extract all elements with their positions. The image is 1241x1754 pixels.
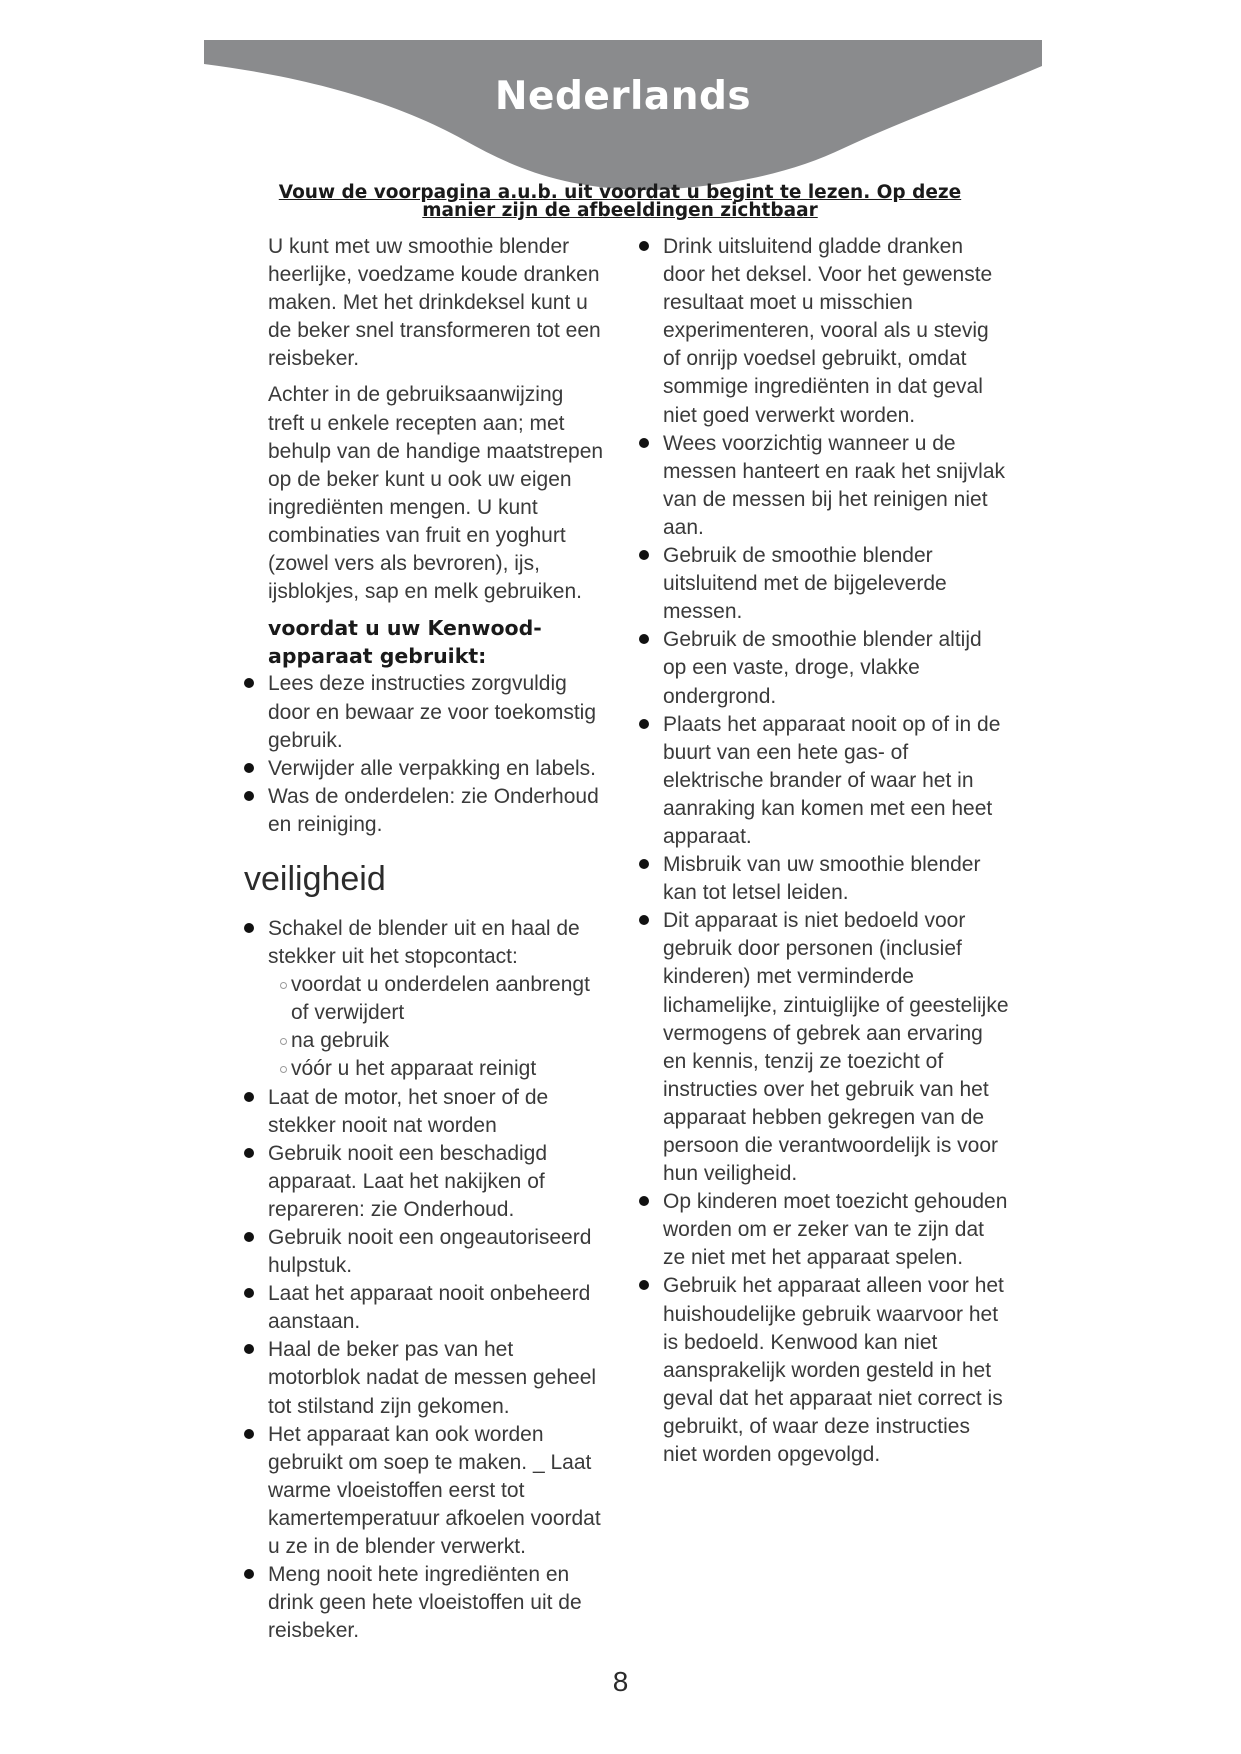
list-item: Op kinderen moet toezicht gehouden worden om er zeker van te zijn dat ze niet met het apparaat spelen. — [639, 1188, 1009, 1272]
safety-section-title: veiligheid — [244, 859, 386, 898]
unplug-instruction: Schakel de blender uit en haal de stekker uit het stopcontact: — [268, 916, 580, 969]
list-item: Gebruik de smoothie blender altijd op een vaste, droge, vlakke ondergrond. — [639, 626, 1009, 710]
list-item: Verwijder alle verpakking en labels. — [244, 755, 604, 783]
list-item: Misbruik van uw smoothie blender kan tot letsel leiden. — [639, 851, 1009, 907]
page-number: 8 — [612, 1666, 629, 1697]
list-item: Gebruik de smoothie blender uitsluitend met de bijgeleverde messen. — [639, 542, 1009, 626]
list-item: Gebruik het apparaat alleen voor het huishoudelijke gebruik waarvoor het is bedoeld. Kenwood kan niet aansprakelijk worden gesteld in het geval dat het apparaat niet correct is gebruikt, of waar deze instructies niet worden opgevolgd. — [639, 1272, 1009, 1469]
list-item: Was de onderdelen: zie Onderhoud en reiniging. — [244, 783, 604, 839]
sub-list-item: na gebruik — [268, 1027, 604, 1055]
fold-out-notice: Vouw de voorpagina a.u.b. uit voordat u begint te lezen. Op deze manier zijn de afbeeldingen zichtbaar — [278, 182, 962, 221]
right-column — [639, 233, 1009, 1469]
list-item: Haal de beker pas van het motorblok nadat de messen geheel tot stilstand zijn gekomen. — [244, 1336, 604, 1420]
list-item: Laat het apparaat nooit onbeheerd aanstaan. — [244, 1280, 604, 1336]
list-item: Het apparaat kan ook worden gebruikt om soep te maken. _ Laat warme vloeistoffen eerst tot kamertemperatuur afkoelen voordat u ze in de blender verwerkt. — [244, 1421, 604, 1561]
list-item: Meng nooit hete ingrediënten en drink geen hete vloeistoffen uit de reisbeker. — [244, 1561, 604, 1645]
list-item: Plaats het apparaat nooit op of in de buurt van een hete gas- of elektrische brander of waar het in aanraking kan komen met een heet apparaat. — [639, 711, 1009, 851]
list-item: Dit apparaat is niet bedoeld voor gebruik door personen (inclusief kinderen) met verminderde lichamelijke, zintuiglijke of geestelijke vermogens of gebrek aan ervaring en kennis, tenzij ze toezicht of instructies over het gebruik van het apparaat hebben gekregen van de persoon die verantwoordelijk is voor hun veiligheid. — [639, 907, 1009, 1188]
list-item — [244, 915, 604, 1084]
before-use-list — [244, 670, 604, 839]
list-item: Lees deze instructies zorgvuldig door en bewaar ze voor toekomstig gebruik. — [244, 670, 604, 754]
safety-list-right — [639, 233, 1009, 1469]
list-item: Drink uitsluitend gladde dranken door het deksel. Voor het gewenste resultaat moet u misschien experimenteren, vooral als u stevig of onrijp voedsel gebruikt, omdat sommige ingrediënten in dat geval niet goed verwerkt worden. — [639, 233, 1009, 430]
sub-list-item: vóór u het apparaat reinigt — [268, 1055, 604, 1083]
intro-text — [244, 233, 604, 606]
sub-list-item: voordat u onderdelen aanbrengt of verwijdert — [268, 971, 604, 1027]
list-item: Wees voorzichtig wanneer u de messen hanteert en raak het snijvlak van de messen bij het reinigen niet aan. — [639, 430, 1009, 542]
list-item: Gebruik nooit een beschadigd apparaat. Laat het nakijken of repareren: zie Onderhoud. — [244, 1140, 604, 1224]
unplug-sublist — [268, 971, 604, 1083]
intro-paragraph: Achter in de gebruiksaanwijzing treft u enkele recepten aan; met behulp van de handige maatstrepen op de beker kunt u ook uw eigen ingrediënten mengen. U kunt combinaties van fruit en yoghurt (zowel vers als bevroren), ijs, ijsblokjes, sap en melk gebruiken. — [268, 383, 604, 604]
before-use-heading: voordat u uw Kenwood-apparaat gebruikt: — [268, 616, 542, 669]
language-title: Nederlands — [494, 74, 752, 119]
intro-paragraph: U kunt met uw smoothie blender heerlijke, voedzame koude dranken maken. Met het drinkdeksel kunt u de beker snel transformeren tot een reisbeker. — [268, 235, 601, 371]
list-item: Laat de motor, het snoer of de stekker nooit nat worden — [244, 1084, 604, 1140]
list-item: Gebruik nooit een ongeautoriseerd hulpstuk. — [244, 1224, 604, 1280]
left-column — [244, 233, 604, 1645]
safety-list-left — [244, 915, 604, 1645]
